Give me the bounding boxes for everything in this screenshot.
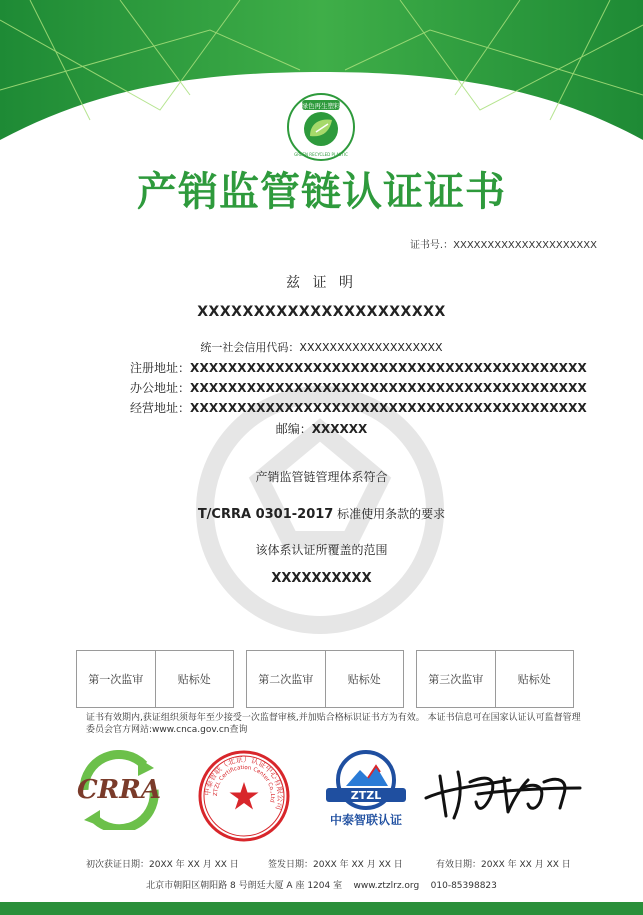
sticker-area: 贴标处: [495, 651, 574, 707]
ztzl-logo: [316, 748, 416, 832]
logo-top-text: 绿色再生塑料: [301, 102, 341, 110]
signature: [418, 758, 588, 828]
audit-box-1: [76, 650, 234, 708]
official-seal: [196, 748, 292, 844]
address-label: 注册地址：: [130, 361, 191, 375]
seal-ring-text: 中泰智联（北京）认证中心有限公司: [202, 754, 286, 811]
address-label: 办公地址：: [130, 381, 191, 395]
credit-code-label: 统一社会信用代码：: [200, 341, 300, 354]
ztzl-name: 中泰智联认证: [329, 813, 403, 827]
certificate-number-value: XXXXXXXXXXXXXXXXXXXXX: [453, 240, 597, 251]
sticker-area: 贴标处: [325, 651, 404, 707]
scope-value: XXXXXXXXXX: [271, 571, 372, 586]
standard-code: T/CRRA 0301-2017: [197, 507, 334, 522]
credit-code: [0, 339, 643, 355]
date-value: 20XX 年 XX 月 XX 日: [149, 860, 239, 870]
scope-label: 该体系认证所覆盖的范围: [255, 543, 388, 557]
company-name: XXXXXXXXXXXXXXXXXXXXXX: [197, 304, 446, 320]
crra-logo: [64, 750, 174, 830]
issue-date: [268, 857, 403, 870]
certificate-number: [410, 236, 597, 251]
audit-box-3: [416, 650, 574, 708]
logo-ring-text: GREEN RECYCLED PLASTIC: [294, 152, 348, 157]
address-label: 经营地址：: [130, 401, 191, 415]
address-value: XXXXXXXXXXXXXXXXXXXXXXXXXXXXXXXXXXXXXXXXXX: [190, 361, 587, 375]
date-label: 签发日期：: [268, 860, 314, 870]
address-value: XXXXXXXXXXXXXXXXXXXXXXXXXXXXXXXXXXXXXXXXXX: [190, 401, 587, 415]
business-address: [130, 399, 587, 416]
bottom-green-bar: [0, 902, 643, 915]
audit-label: 第三次监审: [428, 673, 484, 686]
seal-ring-text-en: ZTZL Certification Center Co.,Ltd: [212, 764, 276, 803]
sticker-area: 贴标处: [155, 651, 234, 707]
audit-box-2: [246, 650, 404, 708]
credit-code-value: XXXXXXXXXXXXXXXXXXX: [299, 341, 443, 354]
green-recycled-plastic-logo: [286, 92, 356, 162]
validity-notice: 证书有效期内,获证组织须每年至少接受一次监督审核,并加贴合格标识证书方为有效。 本证书信息可在国家认证认可监督管理委员会官方网站:www.cnca.gov.cn查询: [86, 713, 581, 735]
footer-website: www.ztzlrz.org: [353, 881, 420, 891]
footer-phone: 010-85398823: [430, 881, 497, 891]
initial-issue-date: [86, 857, 239, 870]
ztzl-abbr: ZTZL: [350, 789, 382, 802]
footer-contact: [0, 878, 643, 891]
date-label: 初次获证日期：: [86, 860, 150, 870]
date-value: 20XX 年 XX 月 XX 日: [481, 860, 571, 870]
expiry-date: [436, 857, 571, 870]
crra-logo-text: CRRA: [76, 775, 162, 805]
audit-label: 第二次监审: [258, 673, 314, 686]
date-label: 有效日期：: [436, 860, 482, 870]
postal-code: [0, 420, 643, 437]
footer-address: 北京市朝阳区朝阳路 8 号朗廷大厦 A 座 1204 室: [146, 881, 343, 891]
standard-text: 标准使用条款的要求: [337, 507, 446, 521]
registered-address: [130, 359, 587, 376]
conformity-statement: 产销监管链管理体系符合: [255, 470, 388, 484]
hereby-certify: 兹 证 明: [286, 275, 357, 291]
postal-code-value: XXXXXX: [311, 422, 368, 436]
audit-label: 第一次监审: [88, 673, 144, 686]
certificate-title: 产销监管链认证证书: [137, 169, 506, 215]
address-value: XXXXXXXXXXXXXXXXXXXXXXXXXXXXXXXXXXXXXXXXXX: [190, 381, 587, 395]
standard-statement: [0, 505, 643, 522]
certificate-number-label: 证书号.：: [409, 240, 454, 251]
office-address: [130, 379, 587, 396]
date-value: 20XX 年 XX 月 XX 日: [313, 860, 403, 870]
postal-code-label: 邮编：: [275, 422, 312, 436]
